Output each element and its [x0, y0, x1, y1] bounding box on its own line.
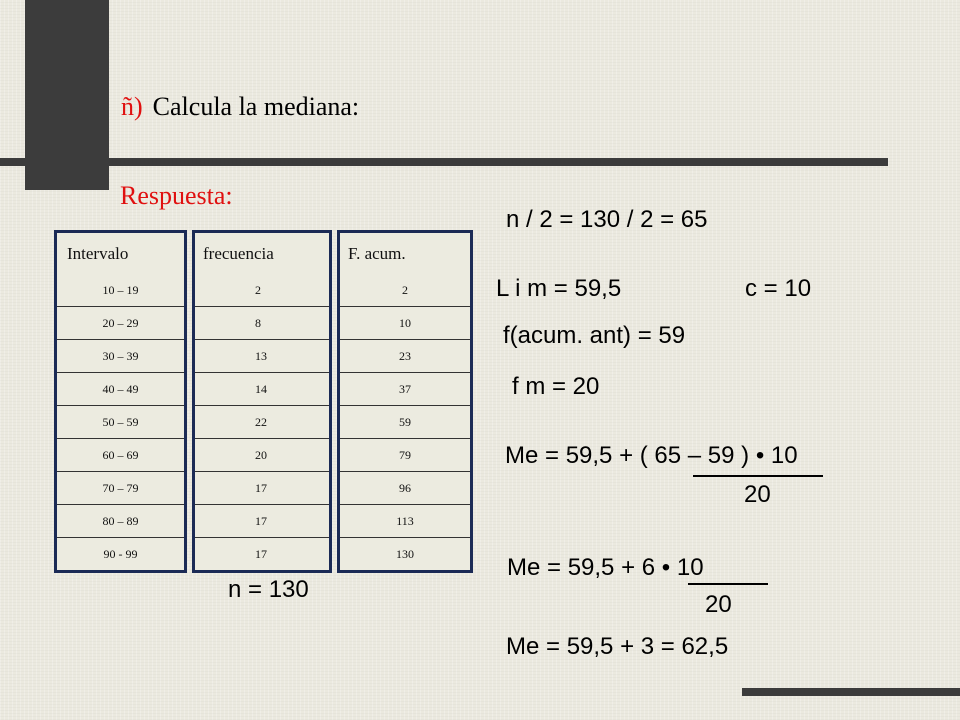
- table-cell: 130: [340, 537, 470, 570]
- frequency-header: frecuencia: [203, 244, 274, 263]
- fraction-bar-2: [688, 583, 768, 585]
- table-cell: 60 – 69: [57, 438, 184, 471]
- table-cell: 17: [195, 537, 329, 570]
- median-formula-suffix: • 10: [749, 442, 798, 469]
- interval-header: Intervalo: [67, 244, 129, 263]
- n-half-equation: n / 2 = 130 / 2 = 65: [506, 206, 708, 233]
- table-cell: 70 – 79: [57, 471, 184, 504]
- answer-label: Respuesta:: [120, 181, 233, 210]
- table-cell: 96: [340, 471, 470, 504]
- table-cell: 59: [340, 405, 470, 438]
- interval-rows: [57, 274, 184, 570]
- median-formula: [505, 442, 798, 470]
- table-cell: 50 – 59: [57, 405, 184, 438]
- lim-equation: L i m = 59,5: [496, 275, 622, 302]
- median-step-2-prefix: Me = 59,5 +: [507, 554, 636, 581]
- frequency-table: [192, 230, 332, 573]
- cumulative-rows: [340, 274, 470, 570]
- table-cell: 20: [195, 438, 329, 471]
- fraction-bar-1: [693, 475, 823, 477]
- table-cell: 8: [195, 306, 329, 339]
- table-cell: 17: [195, 504, 329, 537]
- table-cell: 113: [340, 504, 470, 537]
- table-cell: 2: [255, 283, 261, 297]
- table-cell: 2: [402, 283, 408, 297]
- cumulative-table: [337, 230, 473, 573]
- table-cell: 80 – 89: [57, 504, 184, 537]
- facum-equation: f(acum. ant) = 59: [503, 322, 686, 349]
- title-text: Calcula la mediana:: [152, 92, 360, 121]
- median-step-2-numerator: 6 • 10: [635, 554, 704, 581]
- table-cell: 20 – 29: [57, 306, 184, 339]
- fm-equation: f m = 20: [512, 373, 600, 400]
- median-step-2: [507, 554, 704, 582]
- table-cell: 37: [340, 372, 470, 405]
- table-cell: 14: [195, 372, 329, 405]
- table-cell: 13: [195, 339, 329, 372]
- table-cell: 17: [195, 471, 329, 504]
- slide-title: [121, 92, 359, 122]
- table-cell: 23: [340, 339, 470, 372]
- title-marker: ñ): [121, 92, 143, 121]
- median-step-2-denominator: 20: [705, 591, 732, 618]
- median-formula-prefix: Me = 59,5 + (: [505, 442, 648, 469]
- cumulative-header: F. acum.: [348, 244, 406, 263]
- table-cell: 10: [340, 306, 470, 339]
- decor-bottom-line: [742, 688, 960, 696]
- median-formula-denominator: 20: [744, 481, 771, 508]
- median-result: Me = 59,5 + 3 = 62,5: [506, 633, 729, 660]
- median-formula-numerator: 65 – 59 ): [647, 442, 750, 469]
- n-total: n = 130: [228, 576, 309, 603]
- c-equation: c = 10: [745, 275, 812, 302]
- table-cell: 22: [195, 405, 329, 438]
- table-cell: 30 – 39: [57, 339, 184, 372]
- frequency-rows: [195, 274, 329, 570]
- table-cell: 79: [340, 438, 470, 471]
- table-cell: 10 – 19: [102, 283, 139, 297]
- table-cell: 90 - 99: [57, 537, 184, 570]
- table-cell: 40 – 49: [57, 372, 184, 405]
- interval-table: [54, 230, 187, 573]
- decor-line: [0, 158, 888, 166]
